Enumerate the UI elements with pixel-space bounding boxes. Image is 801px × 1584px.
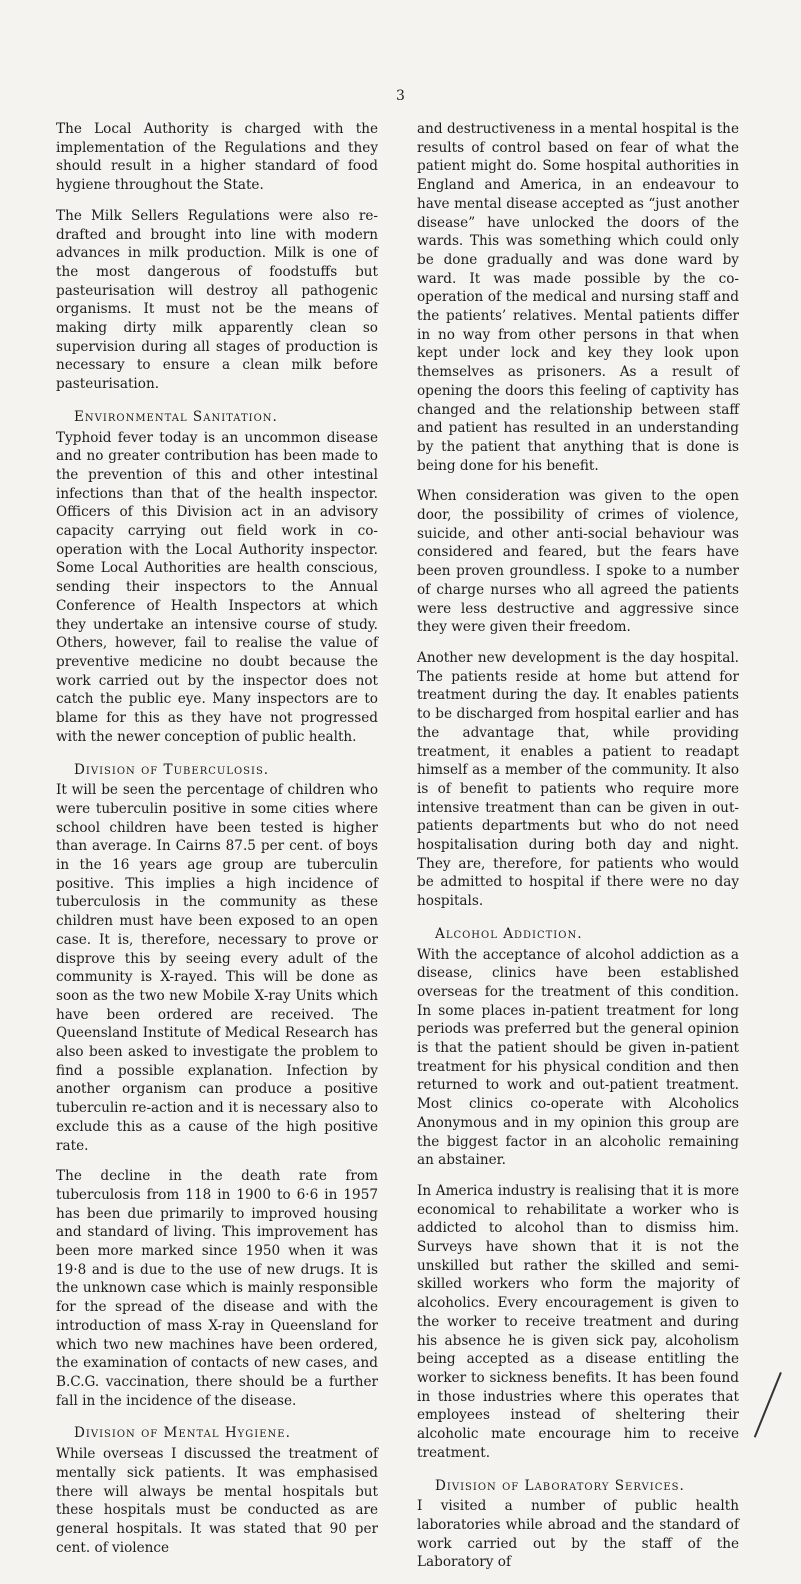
paragraph: With the acceptance of alcohol addiction as a disease, clinics have been established overseas for the treatment of this condition. In some places in-patient treatment for long periods was preferred but the general opinion is that the patient should be given in-patient treatment for his physical condition and then returned to work and out-patient treatment. Most clinics co-operate with Alcoholics Anonymous and in my opinion this group are the biggest factor in an alcoholic remaining an abstainer. <box>417 946 739 1169</box>
paragraph: The decline in the death rate from tuberculosis from 118 in 1900 to 6·6 in 1957 has been due primarily to improved housing and standard of living. This improvement has been more marked since 1950 when it was 19·8 and is due to the use of new drugs. It is the unknown case which is mainly responsible for the spread of the disease and with the introduction of mass X-ray in Queensland for which two new machines have been ordered, the examination of contacts of new cases, and B.C.G. vaccination, there should be a further fall in the incidence of the disease. <box>56 1168 378 1409</box>
paragraph: and destructiveness in a mental hospital is the results of control based on fear of what the patient might do. Some hospital authorities in England and America, in an endeavour to have mental disease accepted as “just another disease” have unlocked the doors of the wards. This was something which could only be done gradually and was done ward by ward. It was made possible by the co-operation of the medical and nursing staff and the patients’ relatives. Mental patients differ in no way from other persons in that when kept under lock and key they look upon themselves as prisoners. As a result of opening the doors this feeling of captivity has changed and the relationship between staff and patient has resulted in an understanding by the patient that anything that is done is being done for his benefit. <box>417 121 739 474</box>
paragraph: I visited a number of public health laboratories while abroad and the standard of work carried out by the staff of the Laboratory of <box>417 1498 739 1571</box>
page-number: 3 <box>396 88 405 104</box>
paragraph: In America industry is realising that it is more economical to rehabilitate a worker who is addicted to alcohol than to dismiss him. Surveys have shown that it is not the unskilled but rather the skilled and semi-skilled workers who form the majority of alcoholics. Every encouragement is given to the worker to receive treatment and during his absence he is given sick pay, alcoholism being accepted as a disease entitling the worker to sickness benefits. It has been found in those industries where this operates that employees instead of sheltering their alcoholic mate encourage him to receive treatment. <box>417 1182 739 1461</box>
paragraph: Another new development is the day hospital. The patients reside at home but attend for treatment during the day. It enables patients to be discharged from hospital earlier and has the advantage that, while providing treatment, it enables a patient to readapt himself as a member of the community. It also is of benefit to patients who require more intensive treatment than can be given in out-patients departments but who do not need hospitalisation during both day and night. They are, therefore, for patients who would be admitted to hospital if there were no day hospitals. <box>417 649 739 910</box>
paragraph: Typhoid fever today is an uncommon disease and no greater contribution has been made to the prevention of this and other intestinal infections than that of the health inspector. Officers of this Division act in an advisory capacity carrying out field work in co-operation with the Local Authority inspector. Some Local Authorities are health conscious, sending their inspectors to the Annual Conference of Health Inspectors at which they undertake an intensive course of study. Others, however, fail to realise the value of preventive medicine no doubt because the work carried out by the inspector does not catch the public eye. Many inspectors are to blame for this as they have not progressed with the newer conception of public health. <box>56 429 378 745</box>
paragraph: When consideration was given to the open door, the possibility of crimes of violence, suicide, and other anti-social behaviour was considered and feared, but the fears have been proven groundless. I spoke to a number of charge nurses who all agreed the patients were less destructive and aggressive since they were given their freedom. <box>417 488 739 636</box>
paragraph: While overseas I discussed the treatment of mentally sick patients. It was emphasised there will always be mental hospitals but these hospitals must be conducted as are general hospitals. It was stated that 90 per cent. of violence <box>56 1446 378 1556</box>
right-column <box>417 120 739 1584</box>
margin-mark <box>754 1372 782 1438</box>
paragraph: The Milk Sellers Regulations were also re-drafted and brought into line with modern advances in milk production. Milk is one of the most dangerous of foodstuffs but pasteurisation will destroy all pathogenic organisms. It must not be the means of making dirty milk apparently clean so supervision during all stages of production is necessary to ensure a clean milk before pasteurisation. <box>56 207 378 393</box>
paragraph: The Local Authority is charged with the implementation of the Regulations and they should result in a higher standard of food hygiene throughout the State. <box>56 121 378 194</box>
section-heading: Alcohol Addiction. <box>435 925 583 942</box>
left-column <box>56 120 378 1569</box>
section-heading: Division of Tuberculosis. <box>74 761 270 778</box>
section-heading: Division of Laboratory Services. <box>435 1477 685 1494</box>
paragraph: It will be seen the percentage of children who were tuberculin positive in some cities where school children have been tested is higher than average. In Cairns 87.5 per cent. of boys in the 16 years age group are tuberculin positive. This implies a high incidence of tuberculosis in the community as these children must have been exposed to an open case. It is, therefore, necessary to prove or disprove this by seeing every adult of the community is X-rayed. This will be done as soon as the two new Mobile X-ray Units which have been ordered are received. The Queensland Institute of Medical Research has also been asked to investigate the problem to find a possible explanation. Infection by another organism can produce a positive tuberculin re-action and it is necessary also to exclude this as a cause of the high positive rate. <box>56 782 378 1154</box>
section-heading: Division of Mental Hygiene. <box>74 1425 291 1442</box>
section-heading: Environmental Sanitation. <box>74 408 278 425</box>
